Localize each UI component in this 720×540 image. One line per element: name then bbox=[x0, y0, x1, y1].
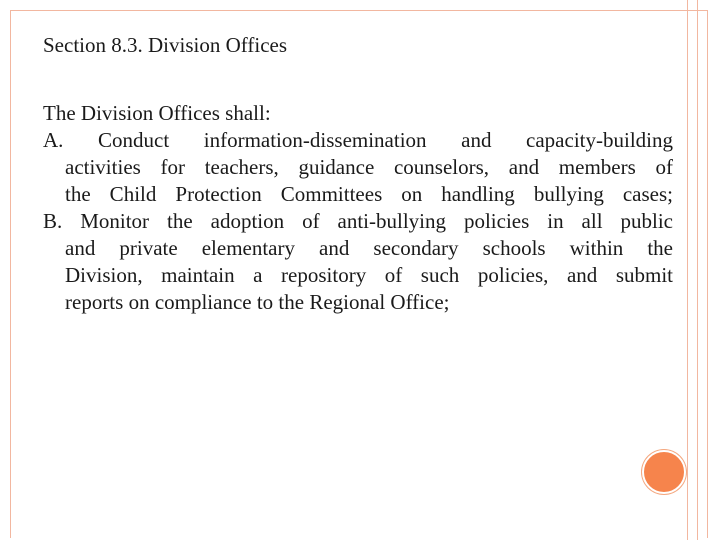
right-border-line-outer bbox=[697, 0, 698, 540]
item-a-line-2: activities for teachers, guidance counselors, and members of bbox=[65, 155, 673, 179]
intro-text: The Division Offices shall: bbox=[43, 101, 271, 125]
section-title: Section 8.3. Division Offices bbox=[43, 33, 288, 57]
decorative-circle bbox=[642, 450, 686, 494]
item-a-line-1: A. Conduct information-dissemination and capacity-building bbox=[43, 128, 673, 152]
right-border-line bbox=[687, 0, 688, 540]
item-b-line-4: reports on compliance to the Regional Office; bbox=[65, 290, 450, 314]
slide-content bbox=[43, 32, 673, 316]
item-b-line-1: B. Monitor the adoption of anti-bullying policies in all public bbox=[43, 209, 673, 233]
list-item-b bbox=[43, 208, 673, 316]
item-a-line-3: the Child Protection Committees on handling bullying cases; bbox=[65, 182, 673, 206]
item-b-line-2: and private elementary and secondary schools within the bbox=[65, 236, 673, 260]
item-b-line-3: Division, maintain a repository of such policies, and submit bbox=[65, 263, 673, 287]
list-item-a bbox=[43, 127, 673, 208]
